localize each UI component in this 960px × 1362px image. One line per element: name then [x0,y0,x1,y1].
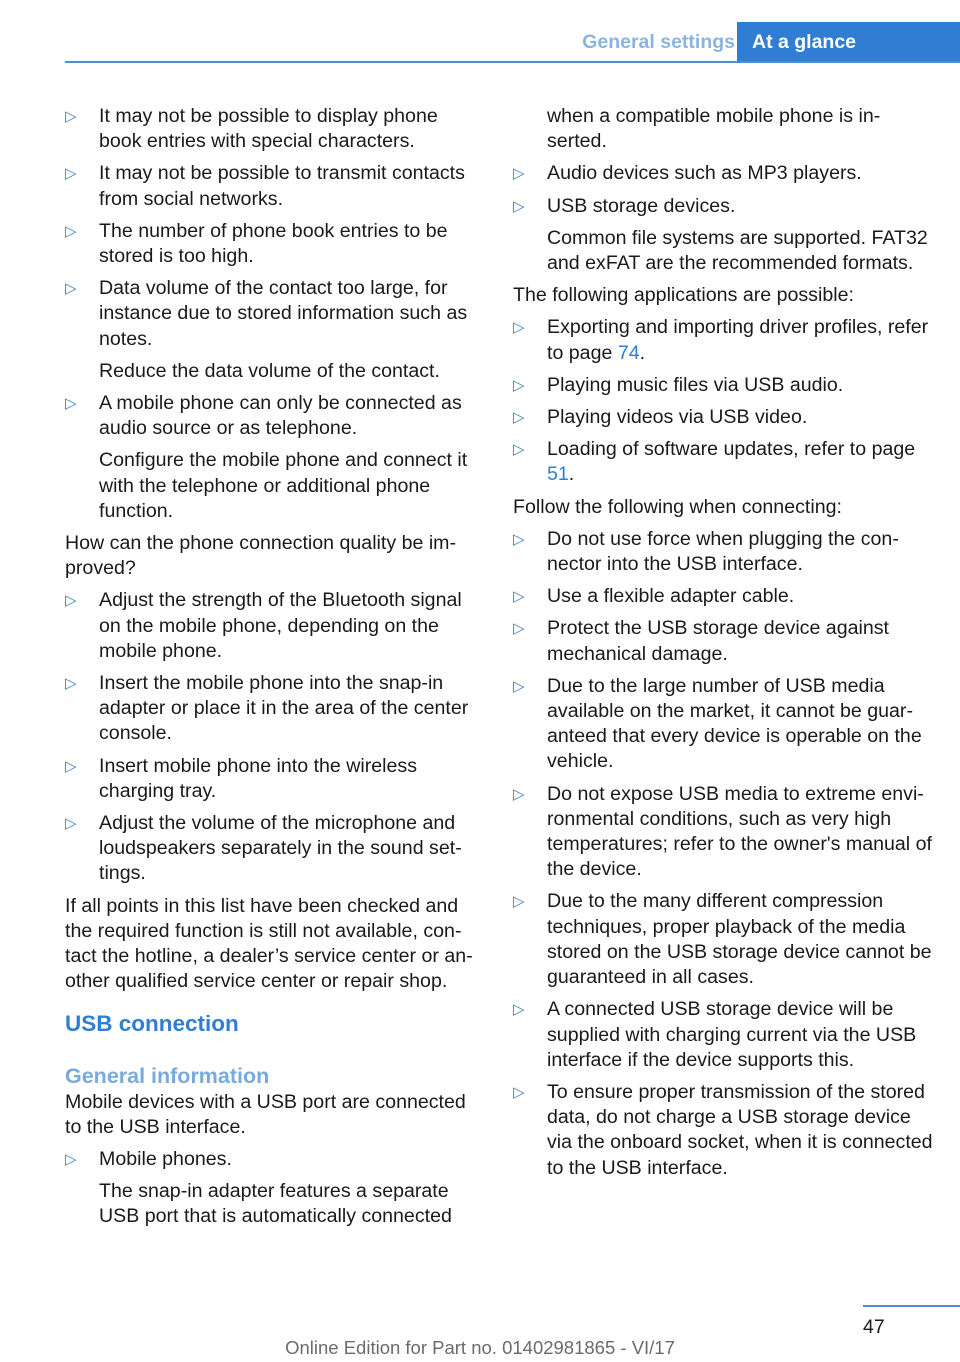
triangle-bullet-icon: ▷ [65,757,77,775]
list-item-note: Configure the mobile phone and connect it with the telephone or additional phone function. [99,449,468,522]
section-heading: USB connection [65,1010,239,1036]
connection-tips-list [513,527,933,1181]
list-item-note: Common file systems are supported. FAT32 and exFAT are the recommended formats. [547,226,928,275]
footer-rule [863,1305,960,1307]
list-item: ▷ Playing music files via USB audio. [513,373,933,398]
subsection-heading: General information [65,1063,270,1088]
list-item: ▷ Due to the many different compression techniques, proper playback of the media stored on the USB storage device cannot be guaranteed in all cases. [513,890,932,989]
triangle-bullet-icon: ▷ [513,677,525,695]
page-number: 47 [863,1316,885,1338]
triangle-bullet-icon: ▷ [513,197,525,215]
usb-devices-list-start [65,1147,480,1230]
list-item: ▷ Mobile phones. The snap-in adapter features a separate USB port that is automatically connected [65,1147,480,1230]
applications-list [513,315,933,487]
list-item: ▷ USB storage devices. Common file systems are supported. FAT32 and exFAT are the recommended formats. [513,194,933,277]
list-item: ▷ Adjust the strength of the Bluetooth signal on the mobile phone, depending on the mobile phone. [65,589,462,662]
paragraph-apps-intro: The following applications are possible: [513,284,854,307]
list-item: ▷ It may not be possible to transmit contacts from social networks. [65,162,465,210]
list-item: ▷ The number of phone book entries to be stored is too high. [65,219,448,268]
list-item: ▷ A mobile phone can only be connected as audio source or as telephone. Configure the mobile phone and connect it with the telephone or additional phone function. [65,391,480,524]
list-item: ▷ Protect the USB storage device against mechanical damage. [513,617,889,665]
triangle-bullet-icon: ▷ [513,1083,525,1101]
triangle-bullet-icon: ▷ [65,165,77,183]
list-item: ▷ To ensure proper transmission of the stored data, do not charge a USB storage device via the onboard socket, when it is connected to the USB interface. [513,1080,933,1179]
triangle-bullet-icon: ▷ [65,1150,77,1168]
list-item-note: The snap-in adapter features a separate USB port that is automatically connected [99,1180,452,1228]
header-rule [65,61,960,63]
list-item: ▷ Loading of software updates, refer to page 51. [513,438,916,486]
triangle-bullet-icon: ▷ [65,395,77,413]
phonebook-issues-list [65,104,480,524]
edition-note: Online Edition for Part no. 01402981865 - VI/17 [285,1337,675,1358]
triangle-bullet-icon: ▷ [513,319,525,337]
list-item-continuation: when a compatible mobile phone is inserted. [547,105,881,153]
triangle-bullet-icon: ▷ [513,409,525,427]
triangle-bullet-icon: ▷ [513,620,525,638]
left-column [65,104,480,1237]
page-header [0,0,960,64]
list-item: ▷ Playing videos via USB video. [513,405,933,430]
list-item: ▷ Insert the mobile phone into the snap-in adapter or place it in the area of the center console. [65,672,469,745]
paragraph-connect-intro: Follow the following when connecting: [513,495,842,518]
triangle-bullet-icon: ▷ [513,441,525,459]
list-item: ▷ Audio devices such as MP3 players. [513,161,933,186]
list-item: ▷ Insert mobile phone into the wireless charging tray. [65,754,418,802]
triangle-bullet-icon: ▷ [513,1001,525,1019]
triangle-bullet-icon: ▷ [513,376,525,394]
triangle-bullet-icon: ▷ [513,893,525,911]
list-item: ▷ Adjust the volume of the microphone and loudspeakers separately in the sound settings. [65,812,462,885]
list-item: ▷ Do not use force when plugging the connector into the USB interface. [513,527,899,576]
triangle-bullet-icon: ▷ [513,588,525,606]
list-item-note: Reduce the data volume of the contact. [99,359,440,382]
triangle-bullet-icon: ▷ [513,165,525,183]
page-link-74[interactable]: 74 [617,341,640,364]
triangle-bullet-icon: ▷ [65,815,77,833]
list-item: ▷ Data volume of the contact too large, for instance due to stored information such as notes. Reduce the data volume of the contact. [65,276,480,384]
triangle-bullet-icon: ▷ [65,592,77,610]
paragraph-question: How can the phone connection quality be improved? [65,532,457,580]
list-item: ▷ It may not be possible to display phone book entries with special characters. [65,105,438,153]
triangle-bullet-icon: ▷ [513,530,525,548]
quality-tips-list [65,588,480,886]
right-column [513,104,933,1188]
list-item: ▷ A connected USB storage device will be supplied with charging current via the USB interface if the device supports this. [513,998,917,1071]
list-item: ▷ Due to the large number of USB media available on the market, it cannot be guaranteed that every device is operable on the vehicle. [513,674,922,773]
list-item: ▷ Exporting and importing driver profiles, refer to page 74. [513,316,929,364]
usb-devices-list-cont [513,104,933,276]
paragraph-closing: If all points in this list have been checked and the required function is still not available, contact the hotline, a dealer’s service center or another qualified service center or repair shop. [65,894,473,993]
triangle-bullet-icon: ▷ [65,222,77,240]
triangle-bullet-icon: ▷ [65,675,77,693]
triangle-bullet-icon: ▷ [65,280,77,298]
page-link-51[interactable]: 51 [547,463,569,486]
triangle-bullet-icon: ▷ [513,785,525,803]
triangle-bullet-icon: ▷ [65,108,77,125]
list-item: ▷ Do not expose USB media to extreme environmental conditions, such as very high temperatures; refer to the owner's manual of the device. [513,782,932,881]
section-title: General settings [582,31,735,53]
list-item: ▷ Use a flexible adapter cable. [513,584,933,609]
paragraph-intro: Mobile devices with a USB port are connected to the USB interface. [65,1090,466,1138]
chapter-tab[interactable]: At a glance [737,22,960,62]
